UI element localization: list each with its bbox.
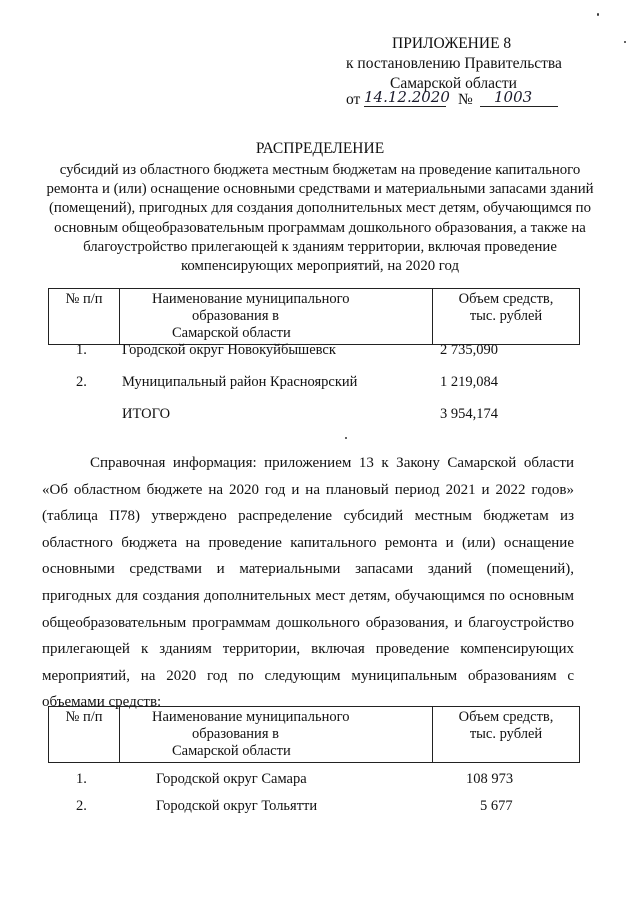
table2-row2-amount: 5 677 xyxy=(480,798,513,814)
handwritten-date: 14.12.2020 xyxy=(364,88,450,106)
reference-paragraph: Справочная информация: приложением 13 к Закону Самарской области «Об областном бюджете на 2020 год и на плановый период 2021 и 2022 годов» (таблица П78) утверждено распределение субсидий местным бюджетам из областного бюджета на проведение капитального ремонта и (или) оснащение основными средствами и материальными запасами зданий (помещений), пригодных для создания дополнительных мест детям, обучающимся по основным общеобразовательным программам дошкольного образования, и благоустройство прилегающей к зданиям территории, включая проведение компенсирующих мероприятий, на 2020 год по следующим муниципальным образованиям с объемами средств: xyxy=(42,455,574,711)
document-title: РАСПРЕДЕЛЕНИЕ xyxy=(255,140,385,157)
number-underline xyxy=(480,106,558,107)
table1-row2-amount: 1 219,084 xyxy=(440,374,498,390)
table1-row1-amount: 2 735,090 xyxy=(440,342,498,358)
table1-col-num: № п/п xyxy=(49,289,120,345)
scan-speck xyxy=(597,13,599,16)
scan-speck xyxy=(624,41,626,43)
table1-col-name: Наименование муниципального образования в Самарской области xyxy=(120,289,433,345)
table2-row1-name: Городской округ Самара xyxy=(156,771,307,787)
table1-col-sum: Объем средств, тыс. рублей xyxy=(433,289,580,345)
appendix-decree-line: к постановлению Правительства xyxy=(346,55,562,72)
number-label: № xyxy=(458,91,473,108)
table2-row2-name: Городской округ Тольятти xyxy=(156,798,318,814)
date-prefix: от xyxy=(346,91,361,108)
handwritten-number: 1003 xyxy=(494,88,533,106)
table1-row1-num: 1. xyxy=(76,342,87,358)
document-subtitle: субсидий из областного бюджета местным бюджетам на проведение капитального ремонта и (или) оснащение основными средствами и материальными запасами зданий (помещений), пригодных для создания дополнительных мест детям, обучающимся по основным общеобразовательным программам дошкольного образования, а также на благоустройство прилегающей к зданиям территории, включая проведение компенсирующих мероприятий, на 2020 год xyxy=(46,162,594,275)
appendix-region-line: Самарской области xyxy=(390,75,517,92)
table1-row2-num: 2. xyxy=(76,374,87,390)
table2-row2-num: 2. xyxy=(76,798,87,814)
appendix-heading: ПРИЛОЖЕНИЕ 8 xyxy=(392,35,512,52)
table1-total-amount: 3 954,174 xyxy=(440,406,498,422)
table2-col-num: № п/п xyxy=(49,707,120,763)
table2-col-sum: Объем средств, тыс. рублей xyxy=(433,707,580,763)
table2-col-name: Наименование муниципального образования в Самарской области xyxy=(120,707,433,763)
table1-header xyxy=(48,288,580,345)
table1-total-label: ИТОГО xyxy=(122,406,171,422)
table2-row1-num: 1. xyxy=(76,771,87,787)
table1-row1-name: Городской округ Новокуйбышевск xyxy=(122,342,336,358)
date-underline xyxy=(364,106,446,107)
table2-header xyxy=(48,706,580,763)
scan-speck xyxy=(345,437,347,439)
table1-row2-name: Муниципальный район Красноярский xyxy=(122,374,358,390)
table2-row1-amount: 108 973 xyxy=(466,771,514,787)
